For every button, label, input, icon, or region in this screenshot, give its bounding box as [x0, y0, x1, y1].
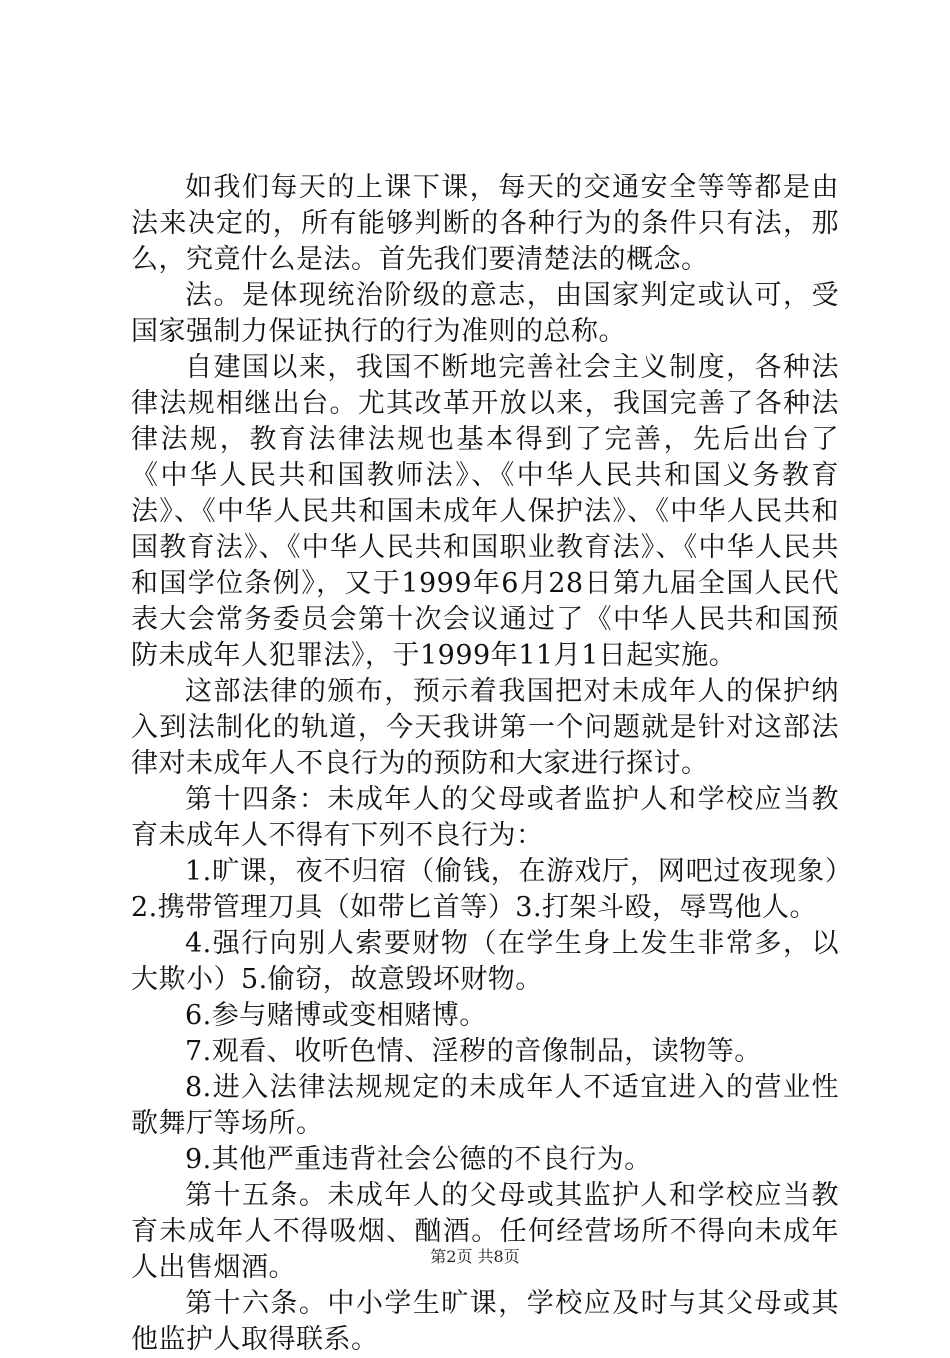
- paragraph: 1.旷课，夜不归宿（偷钱，在游戏厅，网吧过夜现象）2.携带管理刀具（如带匕首等）3.打架斗殴，辱骂他人。: [131, 856, 839, 923]
- paragraph: 8.进入法律法规规定的未成年人不适宜进入的营业性歌舞厅等场所。: [131, 1072, 839, 1139]
- paragraph: 第十六条。中小学生旷课，学校应及时与其父母或其他监护人取得联系。: [131, 1288, 839, 1355]
- paragraph: 7.观看、收听色情、淫秽的音像制品，读物等。: [185, 1036, 762, 1067]
- paragraph: 6.参与赌博或变相赌博。: [185, 1000, 487, 1031]
- paragraph: 9.其他严重违背社会公德的不良行为。: [185, 1144, 652, 1175]
- document-body: [131, 170, 839, 1358]
- paragraph: 这部法律的颁布，预示着我国把对未成年人的保护纳入到法制化的轨道，今天我讲第一个问题就是针对这部法律对未成年人不良行为的预防和大家进行探讨。: [131, 676, 839, 779]
- paragraph: 自建国以来，我国不断地完善社会主义制度，各种法律法规相继出台。尤其改革开放以来，我国完善了各种法律法规，教育法律法规也基本得到了完善，先后出台了《中华人民共和国教师法》、《中华人民共和国义务教育法》、《中华人民共和国未成年人保护法》、《中华人民共和国教育法》、《中华人民共和国职业教育法》、《中华人民共和国学位条例》，又于1999年6月28日第九届全国人民代表大会常务委员会第十次会议通过了《中华人民共和国预防未成年人犯罪法》，于1999年11月1日起实施。: [131, 352, 839, 671]
- paragraph: 第十四条：未成年人的父母或者监护人和学校应当教育未成年人不得有下列不良行为：: [131, 784, 839, 851]
- paragraph: 如我们每天的上课下课，每天的交通安全等等都是由法来决定的，所有能够判断的各种行为的条件只有法，那么，究竟什么是法。首先我们要清楚法的概念。: [131, 172, 839, 275]
- paragraph: 第十五条。未成年人的父母或其监护人和学校应当教育未成年人不得吸烟、酗酒。任何经营场所不得向未成年人出售烟酒。: [131, 1180, 839, 1283]
- paragraph: 法。是体现统治阶级的意志，由国家判定或认可，受国家强制力保证执行的行为准则的总称。: [131, 280, 839, 347]
- page-number-footer: 第2页 共8页: [430, 1247, 520, 1266]
- paragraph: 4.强行向别人索要财物（在学生身上发生非常多，以大欺小）5.偷窃，故意毁坏财物。: [131, 928, 839, 995]
